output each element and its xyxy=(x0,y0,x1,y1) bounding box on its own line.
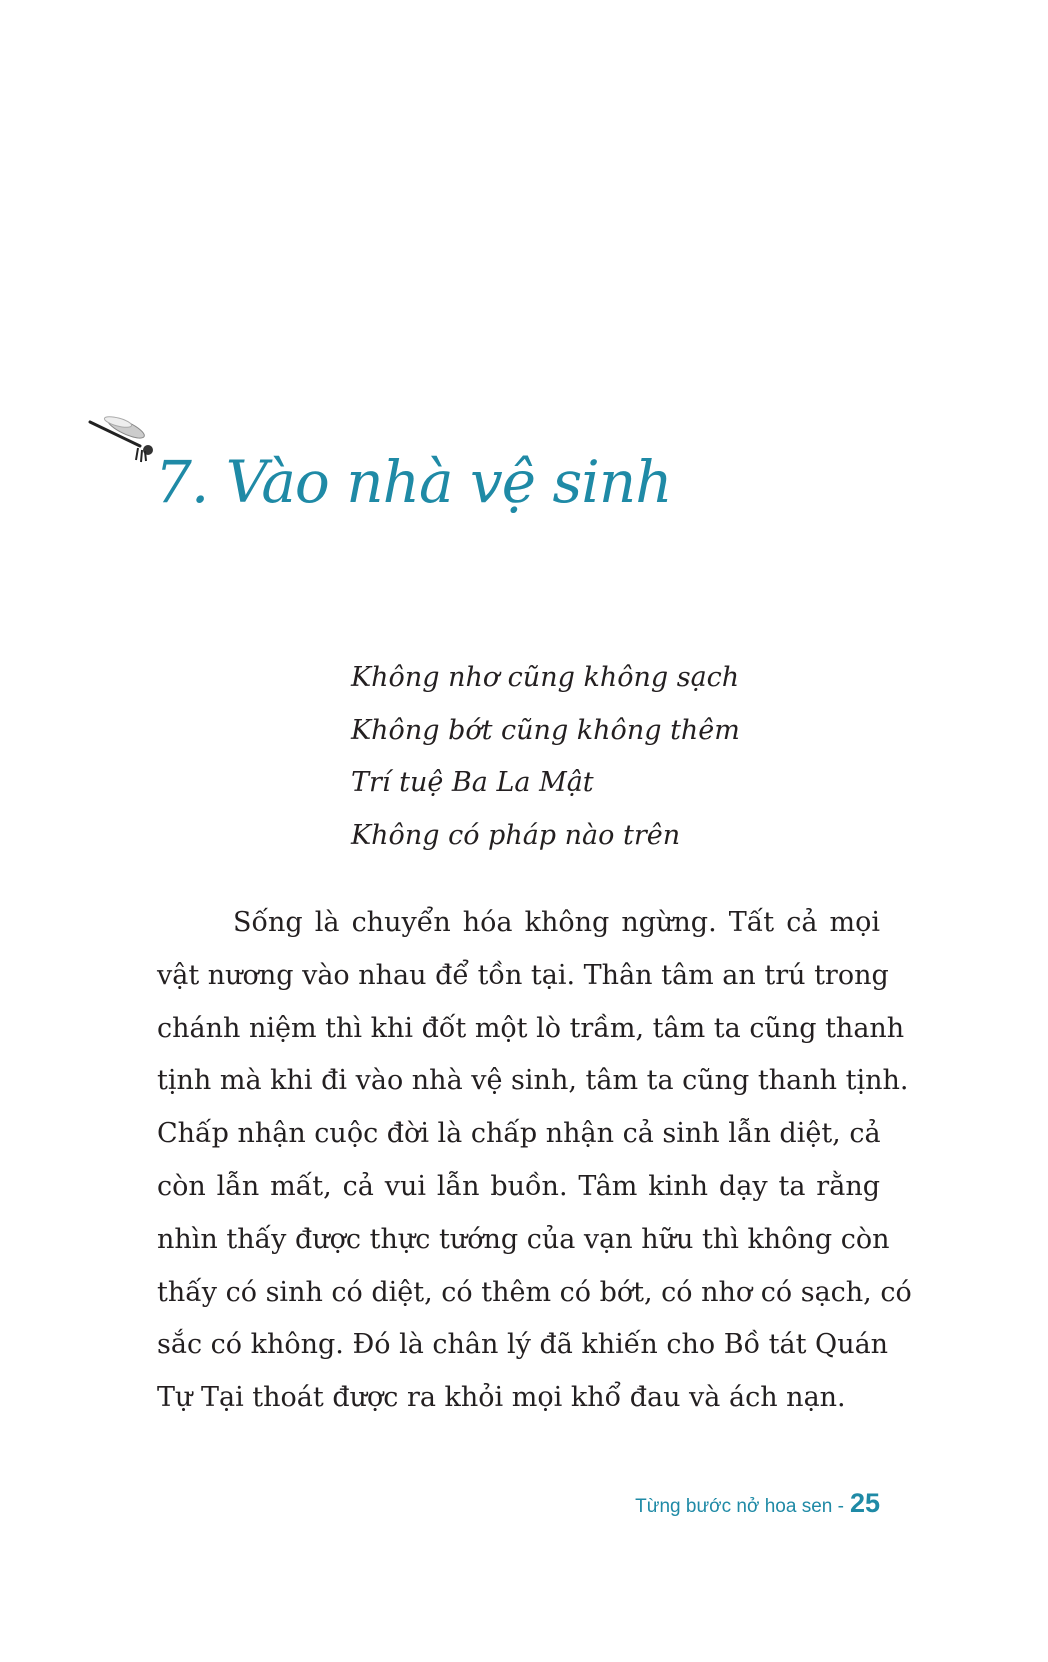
body-line: sắc có không. Đó là chân lý đã khiến cho Bồ tát Quán xyxy=(157,1329,889,1361)
page-number: 25 xyxy=(849,1488,880,1518)
running-footer-title: Từng bước nở hoa sen - xyxy=(635,1496,844,1517)
poem-line: Không có pháp nào trên xyxy=(351,819,681,851)
body-line: Sống là chuyển hóa không ngừng. Tất cả mọi xyxy=(233,907,880,938)
poem-epigraph xyxy=(351,652,740,862)
page-footer xyxy=(635,1488,880,1519)
body-line: nhìn thấy được thực tướng của vạn hữu thì không còn xyxy=(157,1223,890,1255)
body-line: vật nương vào nhau để tồn tại. Thân tâm an trú trong xyxy=(157,959,889,991)
body-line: chánh niệm thì khi đốt một lò trầm, tâm ta cũng thanh xyxy=(157,1012,905,1044)
poem-line: Không nhơ cũng không sạch xyxy=(351,662,740,693)
poem-line: Không bớt cũng không thêm xyxy=(351,714,740,746)
body-line: thấy có sinh có diệt, có thêm có bớt, có nhơ có sạch, có xyxy=(157,1276,912,1308)
chapter-title: 7. Vào nhà vệ sinh xyxy=(155,448,672,516)
body-line: Tự Tại thoát được ra khỏi mọi khổ đau và ách nạn. xyxy=(157,1382,846,1414)
body-paragraph xyxy=(157,897,912,1425)
body-line: Chấp nhận cuộc đời là chấp nhận cả sinh lẫn diệt, cả xyxy=(157,1118,881,1150)
poem-line: Trí tuệ Ba La Mật xyxy=(351,767,594,798)
body-line: còn lẫn mất, cả vui lẫn buồn. Tâm kinh dạy ta rằng xyxy=(157,1170,880,1202)
body-line: tịnh mà khi đi vào nhà vệ sinh, tâm ta cũng thanh tịnh. xyxy=(157,1065,909,1097)
